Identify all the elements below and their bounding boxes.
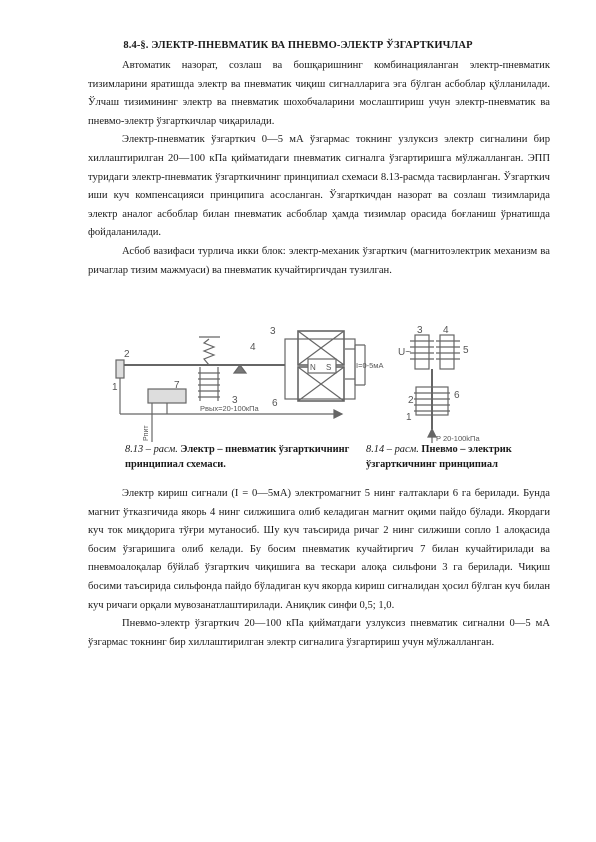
figures-schematics xyxy=(110,317,550,447)
intro-text xyxy=(88,57,550,280)
body-text xyxy=(88,485,550,652)
section-title: 8.4-§. ЭЛЕКТР-ПНЕВМАТИК ВА ПНЕВМО-ЭЛЕКТР ЎЗГАРТКИЧЛАР xyxy=(123,40,473,51)
fig13-pressure-in-label: Pпит xyxy=(143,425,150,441)
caption-number: 8.13 – расм. xyxy=(125,444,178,455)
figure-caption-8-14 xyxy=(366,442,551,472)
paragraph: Электр-пневматик ўзгарткич 0—5 мА ўзгармас токнинг узлуксиз электр сигналини бир хиллаштирилган 20—100 кПа қийматидаги пневматик сигналга ўзгартиришга мўлжалланган. ЭПП туридаги электр-пневматик ўзгарткичнинг принципиал схемаси 8.13-расмда тасвирланган. Ўзгарткич иши куч компенсацияси принципига асосланган. Ўзгарткичдан назорат ва созлаш тизимларида электр аналог асбоблар билан пневматик асбоблар ҳамда тизимлар орасида боғланиш ўрнатишда фойдаланилади. xyxy=(88,134,550,239)
fig13-label-7: 7 xyxy=(174,380,180,391)
paragraph: Асбоб вазифаси турлича икки блок: электр-механик ўзгарткич (магнитоэлектрик механизм ва ричаглар тизим мажмуаси) ва пневматик кучайтиргичдан тузилган. xyxy=(88,245,550,276)
fig13-pole-s: S xyxy=(326,363,332,372)
fig14-voltage-label: U~ xyxy=(398,347,412,358)
caption-title: Электр – пневматик ўзгарткичнинг принципиал схемаси. xyxy=(125,444,350,470)
fig13-label-4: 4 xyxy=(250,342,256,353)
fig14-label-1: 1 xyxy=(406,412,412,423)
fig13-label-3-top: 3 xyxy=(270,326,276,337)
figure-8-14-schematic xyxy=(410,335,460,443)
fig13-label-1: 1 xyxy=(112,382,118,393)
fig13-pole-n: N xyxy=(310,363,316,372)
figure-8-13-schematic xyxy=(116,331,365,442)
fig13-label-6: 6 xyxy=(272,398,278,409)
fig13-label-3: 3 xyxy=(232,395,238,406)
fig14-label-3: 3 xyxy=(417,325,423,336)
fig13-label-2: 2 xyxy=(124,349,130,360)
fig14-pressure-label: P 20-100kПа xyxy=(436,434,480,443)
fig14-label-5: 5 xyxy=(463,345,469,356)
paragraph: Пневмо-электр ўзгарткич 20—100 кПа қийматдаги узлуксиз пневматик сигнални 0—5 мА ўзгармас токнинг бир хиллаштирилган электр сигналига ўзгартириш учун мўлжалланган. xyxy=(88,618,550,648)
figure-caption-8-13 xyxy=(125,442,350,472)
fig14-label-2: 2 xyxy=(408,395,414,406)
fig14-label-4: 4 xyxy=(443,325,449,336)
fig13-pressure-out-label: Pвых=20-100кПа xyxy=(200,404,259,413)
fig14-label-6: 6 xyxy=(454,390,460,401)
paragraph: Автоматик назорат, созлаш ва бошқаришнинг комбинацияланган электр-пневматик тизимларини яратишда электр ва пневматик чиқиш сигналларига эга бўлган асбоблар қўлланилади. Ўлчаш тизимининг электр ва пневматик шохобчаларини мослаштириш учун электр-пневматик ва пневмо-электр ўзгарткичлар чиқарилади. xyxy=(88,60,550,127)
paragraph: Электр кириш сигнали (I = 0—5мА) электромагнит 5 нинг ғалтаклари 6 га берилади. Бунда магнит ўтказгичида якорь 4 нинг силжишига олиб келадиган магнит оқими пайдо бўлади. Якордаги куч ток миқдорига тўғри мутаносиб. Шу куч таъсирида ричаг 2 нинг силжиши сопло 1 алоқасида босим ўзгаришига олиб келади. Бу босим пневматик кучайтиргич 7 билан кучайтирилади ва пневмоалоқалар бўйлаб ўзгарткич чиқишига ва тескари алоқа сильфони 3 га берилади. Чиқиш босими таъсирида сильфонда пайдо бўладиган куч якорда кириш сигналидан ҳосил бўлган куч билан куч ричаги орқали мувозанатлаштирилади. Аниқлик синфи 0,5; 1,0. xyxy=(88,488,550,611)
caption-number: 8.14 – расм. xyxy=(366,444,419,455)
caption-title: Пневмо – электрик ўзгарткичнинг принципиал xyxy=(366,444,512,470)
figure-labels xyxy=(112,325,480,443)
fig13-current-label: I=0-5мА xyxy=(356,361,384,370)
